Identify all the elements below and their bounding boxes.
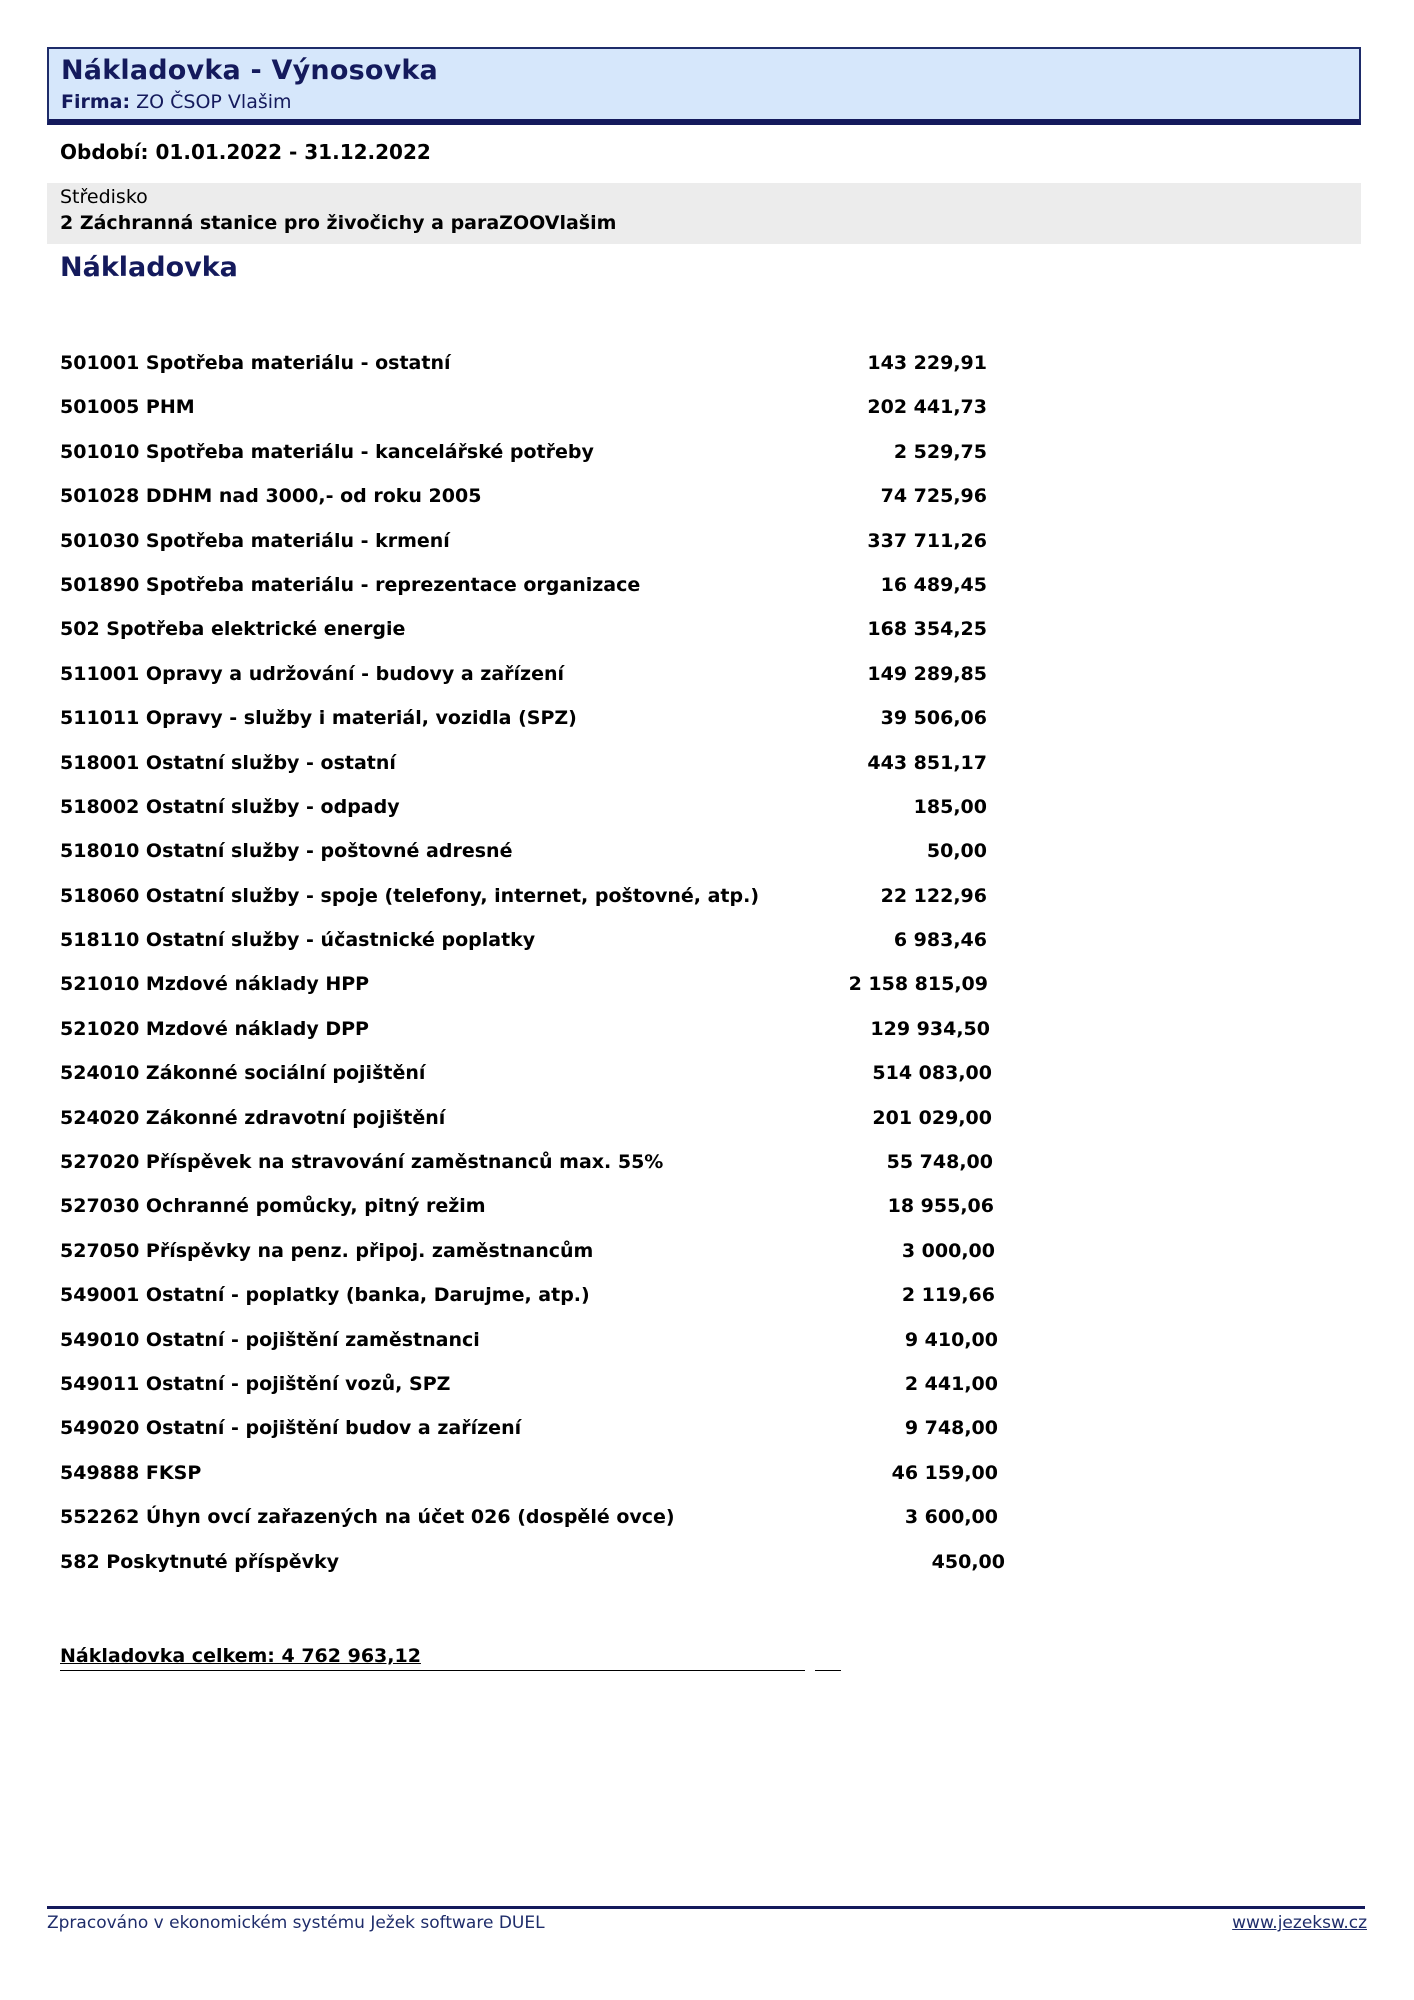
account-amount: 16 489,45: [880, 573, 987, 596]
account-amount: 55 748,00: [886, 1151, 993, 1174]
account-label: 501005 PHM: [60, 396, 195, 419]
report-title: Nákladovka - Výnosovka: [61, 55, 438, 86]
table-row: [60, 396, 1020, 440]
table-row: [60, 1506, 1020, 1550]
table-row: [60, 574, 1020, 618]
table-row: [60, 1551, 1020, 1595]
account-label: 518110 Ostatní služby - účastnické poplatky: [60, 929, 536, 952]
account-label: 549888 FKSP: [60, 1461, 202, 1484]
table-row: [60, 929, 1020, 973]
firm-name: ZO ČSOP Vlašim: [136, 91, 292, 113]
total: Nákladovka celkem: 4 762 963,12: [60, 1645, 421, 1667]
cost-center-label: Středisko: [60, 186, 148, 208]
account-label: 501030 Spotřeba materiálu - krmení: [60, 529, 450, 552]
account-label: 552262 Úhyn ovcí zařazených na účet 026 (dospělé ovce): [60, 1506, 675, 1529]
account-label: 521020 Mzdové náklady DPP: [60, 1017, 369, 1040]
table-row: [60, 1462, 1020, 1506]
account-amount: 202 441,73: [867, 396, 987, 419]
table-row: [60, 1329, 1020, 1373]
table-row: [60, 1107, 1020, 1151]
table-row: [60, 663, 1020, 707]
account-label: 527050 Příspěvky na penz. připoj. zaměstnancům: [60, 1239, 594, 1262]
account-label: 511011 Opravy - služby i materiál, vozidla (SPZ): [60, 707, 577, 730]
period: Období: 01.01.2022 - 31.12.2022: [60, 140, 431, 164]
account-amount: 3 600,00: [904, 1506, 998, 1529]
table-row: [60, 1284, 1020, 1328]
account-label: 518060 Ostatní služby - spoje (telefony, internet, poštovné, atp.): [60, 884, 760, 907]
table-row: [60, 885, 1020, 929]
account-amount: 129 934,50: [870, 1017, 990, 1040]
table-row: [60, 1151, 1020, 1195]
account-label: 518001 Ostatní služby - ostatní: [60, 751, 396, 774]
table-row: [60, 796, 1020, 840]
account-label: 527020 Příspěvek na stravování zaměstnanců max. 55%: [60, 1151, 664, 1174]
account-label: 518010 Ostatní služby - poštovné adresné: [60, 840, 513, 863]
table-row: [60, 1195, 1020, 1239]
account-amount: 450,00: [931, 1550, 1005, 1573]
account-label: 527030 Ochranné pomůcky, pitný režim: [60, 1195, 486, 1218]
footer-text: Zpracováno v ekonomickém systému Ježek software DUEL: [47, 1913, 545, 1933]
account-amount: 6 983,46: [893, 929, 987, 952]
firm-label: Firma:: [61, 91, 131, 113]
account-amount: 3 000,00: [901, 1239, 995, 1262]
table-row: [60, 1240, 1020, 1284]
table-row: [60, 1373, 1020, 1417]
account-label: 524010 Zákonné sociální pojištění: [60, 1062, 426, 1085]
account-amount: 9 410,00: [904, 1328, 998, 1351]
account-label: 549010 Ostatní - pojištění zaměstnanci: [60, 1328, 480, 1351]
total-underline: [60, 1670, 805, 1671]
report-header: [47, 47, 1361, 125]
account-amount: 168 354,25: [867, 618, 987, 641]
total-underline-short: [815, 1670, 841, 1671]
account-label: 521010 Mzdové náklady HPP: [60, 973, 370, 996]
account-amount: 2 158 815,09: [848, 973, 988, 996]
account-label: 501028 DDHM nad 3000,- od roku 2005: [60, 485, 482, 508]
account-amount: 2 529,75: [893, 440, 987, 463]
account-label: 549001 Ostatní - poplatky (banka, Darujme, atp.): [60, 1284, 590, 1307]
table-row: [60, 1062, 1020, 1106]
account-amount: 337 711,26: [867, 529, 987, 552]
account-label: 502 Spotřeba elektrické energie: [60, 618, 406, 641]
account-label: 501010 Spotřeba materiálu - kancelářské potřeby: [60, 440, 594, 463]
table-row: [60, 707, 1020, 751]
table-row: [60, 752, 1020, 796]
account-label: 524020 Zákonné zdravotní pojištění: [60, 1106, 446, 1129]
table-row: [60, 1018, 1020, 1062]
footer-link[interactable]: www.jezeksw.cz: [1232, 1913, 1367, 1933]
account-amount: 514 083,00: [872, 1062, 992, 1085]
account-amount: 46 159,00: [891, 1461, 998, 1484]
firm-line: [61, 91, 292, 113]
account-amount: 185,00: [913, 795, 987, 818]
account-amount: 50,00: [926, 840, 987, 863]
table-row: [60, 441, 1020, 485]
account-label: 582 Poskytnuté příspěvky: [60, 1550, 339, 1573]
account-label: 501001 Spotřeba materiálu - ostatní: [60, 352, 451, 374]
account-label: 511001 Opravy a udržování - budovy a zařízení: [60, 662, 565, 685]
account-label: 518002 Ostatní služby - odpady: [60, 795, 400, 818]
account-amount: 443 851,17: [867, 751, 987, 774]
footer-divider: [47, 1906, 1365, 1909]
account-amount: 9 748,00: [904, 1417, 998, 1440]
table-row: [60, 352, 1020, 396]
account-amount: 149 289,85: [867, 662, 987, 685]
table-row: [60, 618, 1020, 662]
cost-center-value: 2 Záchranná stanice pro živočichy a paraZOOVlašim: [60, 212, 617, 234]
cost-center-box: [47, 183, 1361, 244]
table-row: [60, 530, 1020, 574]
account-label: 501890 Spotřeba materiálu - reprezentace organizace: [60, 573, 641, 596]
account-label: 549011 Ostatní - pojištění vozů, SPZ: [60, 1372, 451, 1395]
table-row: [60, 973, 1020, 1017]
table-row: [60, 840, 1020, 884]
cost-rows: [60, 352, 1020, 1595]
account-amount: 39 506,06: [880, 707, 987, 730]
account-label: 549020 Ostatní - pojištění budov a zařízení: [60, 1417, 522, 1440]
account-amount: 18 955,06: [887, 1195, 994, 1218]
account-amount: 2 119,66: [901, 1284, 995, 1307]
account-amount: 143 229,91: [867, 352, 987, 374]
table-row: [60, 485, 1020, 529]
account-amount: 2 441,00: [904, 1372, 998, 1395]
section-title: Nákladovka: [60, 252, 238, 283]
table-row: [60, 1417, 1020, 1461]
account-amount: 201 029,00: [872, 1106, 992, 1129]
account-amount: 22 122,96: [880, 884, 987, 907]
account-amount: 74 725,96: [880, 485, 987, 508]
